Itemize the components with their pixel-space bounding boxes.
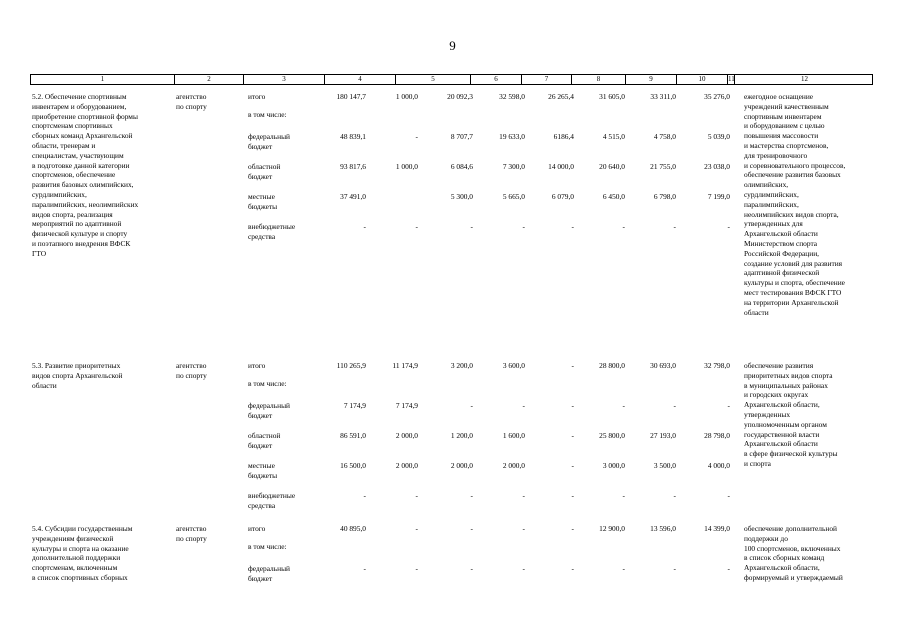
funding-value: 14 399,0 <box>704 524 730 533</box>
funding-source-label: местные бюджеты <box>248 192 278 211</box>
funding-value: - <box>571 401 574 410</box>
funding-value: 20 640,0 <box>599 162 625 171</box>
funding-source-label: внебюджетные средства <box>248 491 296 510</box>
funding-value: 32 598,0 <box>499 92 525 101</box>
funding-value: 6186,4 <box>553 132 574 141</box>
funding-value: 5 039,0 <box>707 132 730 141</box>
funding-value: 28 800,0 <box>599 361 625 370</box>
funding-value: 20 092,3 <box>447 92 473 101</box>
funding-value: 33 311,0 <box>650 92 676 101</box>
funding-value: - <box>415 222 418 231</box>
funding-value: - <box>415 132 418 141</box>
funding-value: - <box>571 431 574 440</box>
executor: агентство по спорту <box>176 524 207 543</box>
funding-value: 48 839,1 <box>340 132 366 141</box>
header-cell-8: 8 <box>572 75 626 84</box>
funding-value: 1 200,0 <box>450 431 473 440</box>
funding-value: - <box>673 222 676 231</box>
funding-value: - <box>622 401 625 410</box>
header-cell-10: 10 <box>677 75 728 84</box>
funding-value: 3 600,0 <box>502 361 525 370</box>
funding-value: - <box>571 361 574 370</box>
funding-value: - <box>363 491 366 500</box>
funding-value: - <box>622 491 625 500</box>
funding-value: 27 193,0 <box>650 431 676 440</box>
expected-result: обеспечение развития приоритетных видов спорта в муниципальных районах и городских округах Архангельской области, утвержденных уполномоченным органом государственной власти Архангельской области в сфере физической культуры и спорта <box>744 361 838 468</box>
funding-value: - <box>727 564 730 573</box>
funding-value: 13 596,0 <box>650 524 676 533</box>
funding-source-label: местные бюджеты <box>248 461 278 480</box>
funding-value: 4 758,0 <box>653 132 676 141</box>
funding-value: 23 038,0 <box>704 162 730 171</box>
measure-name: 5.3. Развитие приоритетных видов спорта Архангельской области <box>32 361 123 390</box>
funding-value: 2 000,0 <box>395 461 418 470</box>
funding-value: 35 276,0 <box>704 92 730 101</box>
funding-value: - <box>571 461 574 470</box>
funding-value: 3 200,0 <box>450 361 473 370</box>
funding-value: - <box>673 491 676 500</box>
measure-name: 5.4. Субсидии государственным учреждениям физической культуры и спорта на оказание дополнительной поддержки спортсменам, включенным в список спортивных сборных <box>32 524 133 582</box>
funding-value: - <box>415 564 418 573</box>
funding-value: - <box>727 401 730 410</box>
funding-source-label: в том числе: <box>248 542 287 551</box>
expected-result: обеспечение дополнительной поддержки до 100 спортсменов, включенных в список сборных команд Архангельской области, формируемый и утверждаемый <box>744 524 843 582</box>
funding-value: 7 174,9 <box>343 401 366 410</box>
header-cell-3: 3 <box>244 75 325 84</box>
funding-value: 93 817,6 <box>340 162 366 171</box>
header-cell-2: 2 <box>175 75 244 84</box>
funding-value: - <box>571 524 574 533</box>
funding-value: 1 000,0 <box>395 92 418 101</box>
funding-value: - <box>522 222 525 231</box>
funding-value: 1 000,0 <box>395 162 418 171</box>
funding-value: 110 265,9 <box>336 361 366 370</box>
header-cell-11: 11 <box>728 75 735 83</box>
executor: агентство по спорту <box>176 92 207 111</box>
funding-value: - <box>571 564 574 573</box>
funding-value: 3 500,0 <box>653 461 676 470</box>
funding-value: 2 000,0 <box>450 461 473 470</box>
funding-source-label: внебюджетные средства <box>248 222 296 241</box>
funding-value: - <box>622 564 625 573</box>
funding-value: 7 300,0 <box>502 162 525 171</box>
header-cell-6: 6 <box>471 75 522 84</box>
funding-value: - <box>571 491 574 500</box>
measure-name: 5.2. Обеспечение спортивным инвентарем и оборудованием, приобретение спортивной формы спортсменам спортивных сборных команд Архангельской области, тренерам и специалистам, участвующим в подготовке данной категории спортсменов, обеспечение развития базовых олимпийских, сурдлимпийских, паралимпийских, неолимпийских видов спорта, реализация мероприятий по адаптивной физической культуре и спорту и поэтапного внедрения ВФСК ГТО <box>32 92 139 258</box>
funding-value: - <box>470 491 473 500</box>
funding-value: 4 515,0 <box>602 132 625 141</box>
funding-source-label: итого <box>248 361 266 370</box>
funding-source-label: в том числе: <box>248 379 287 388</box>
funding-source-label: в том числе: <box>248 110 287 119</box>
header-cell-12: 12 <box>801 75 808 83</box>
header-cell-9: 9 <box>626 75 677 84</box>
funding-value: 6 798,0 <box>653 192 676 201</box>
funding-value: 12 900,0 <box>599 524 625 533</box>
funding-value: 19 633,0 <box>499 132 525 141</box>
funding-value: - <box>470 564 473 573</box>
funding-value: 6 084,6 <box>450 162 473 171</box>
table-header-row <box>30 74 873 85</box>
funding-value: 1 600,0 <box>502 431 525 440</box>
funding-value: - <box>571 222 574 231</box>
funding-value: 2 000,0 <box>502 461 525 470</box>
funding-value: 4 000,0 <box>707 461 730 470</box>
funding-value: 26 265,4 <box>548 92 574 101</box>
funding-value: - <box>622 222 625 231</box>
header-cell-1: 1 <box>31 75 175 84</box>
funding-value: - <box>727 491 730 500</box>
funding-value: - <box>470 524 473 533</box>
funding-value: 14 000,0 <box>548 162 574 171</box>
funding-value: 3 000,0 <box>602 461 625 470</box>
funding-value: - <box>415 524 418 533</box>
funding-value: 2 000,0 <box>395 431 418 440</box>
funding-source-label: федеральный бюджет <box>248 132 290 151</box>
page-number: 9 <box>449 38 456 53</box>
funding-value: 30 693,0 <box>650 361 676 370</box>
funding-source-label: итого <box>248 524 266 533</box>
funding-value: 8 707,7 <box>450 132 473 141</box>
funding-value: - <box>522 401 525 410</box>
funding-value: - <box>673 401 676 410</box>
executor: агентство по спорту <box>176 361 207 380</box>
expected-result: ежегодное оснащение учреждений качественным спортивным инвентарем и оборудованием с целью повышения массовости и мастерства спортсменов, для тренировочного и соревновательного процессов, обеспечение развития базовых олимпийских, сурдлимпийских, паралимпийских, неолимпийских видов спорта, утвержденных для Архангельской области Министерством спорта Российской Федерации, создание условий для развития адаптивной физической культуры и спорта, обеспечение мест тестирования ВФСК ГТО на территории Архангельской области <box>744 92 846 317</box>
funding-value: - <box>522 524 525 533</box>
funding-source-label: федеральный бюджет <box>248 401 290 420</box>
funding-value: - <box>470 222 473 231</box>
funding-value: 37 491,0 <box>340 192 366 201</box>
funding-value: 180 147,7 <box>336 92 366 101</box>
funding-value: - <box>522 491 525 500</box>
funding-value: 28 798,0 <box>704 431 730 440</box>
funding-value: 40 895,0 <box>340 524 366 533</box>
funding-value: - <box>522 564 525 573</box>
funding-value: 5 300,0 <box>450 192 473 201</box>
funding-value: - <box>363 564 366 573</box>
funding-value: 16 500,0 <box>340 461 366 470</box>
header-cell-4: 4 <box>325 75 396 84</box>
funding-source-label: областной бюджет <box>248 431 281 450</box>
funding-value: 7 199,0 <box>707 192 730 201</box>
header-cell-7: 7 <box>522 75 572 84</box>
funding-value: 6 450,0 <box>602 192 625 201</box>
funding-value: 11 174,9 <box>392 361 418 370</box>
funding-source-label: итого <box>248 92 266 101</box>
funding-value: - <box>363 222 366 231</box>
funding-value: 6 079,0 <box>551 192 574 201</box>
funding-value: 25 800,0 <box>599 431 625 440</box>
funding-value: - <box>470 401 473 410</box>
funding-value: - <box>727 222 730 231</box>
funding-source-label: федеральный бюджет <box>248 564 290 583</box>
funding-value: - <box>415 491 418 500</box>
funding-value: 5 665,0 <box>502 192 525 201</box>
funding-value: 7 174,9 <box>395 401 418 410</box>
funding-value: 32 798,0 <box>704 361 730 370</box>
funding-value: 86 591,0 <box>340 431 366 440</box>
funding-value: - <box>673 564 676 573</box>
funding-value: 31 605,0 <box>599 92 625 101</box>
funding-source-label: областной бюджет <box>248 162 281 181</box>
funding-value: 21 755,0 <box>650 162 676 171</box>
header-cell-5: 5 <box>396 75 471 84</box>
